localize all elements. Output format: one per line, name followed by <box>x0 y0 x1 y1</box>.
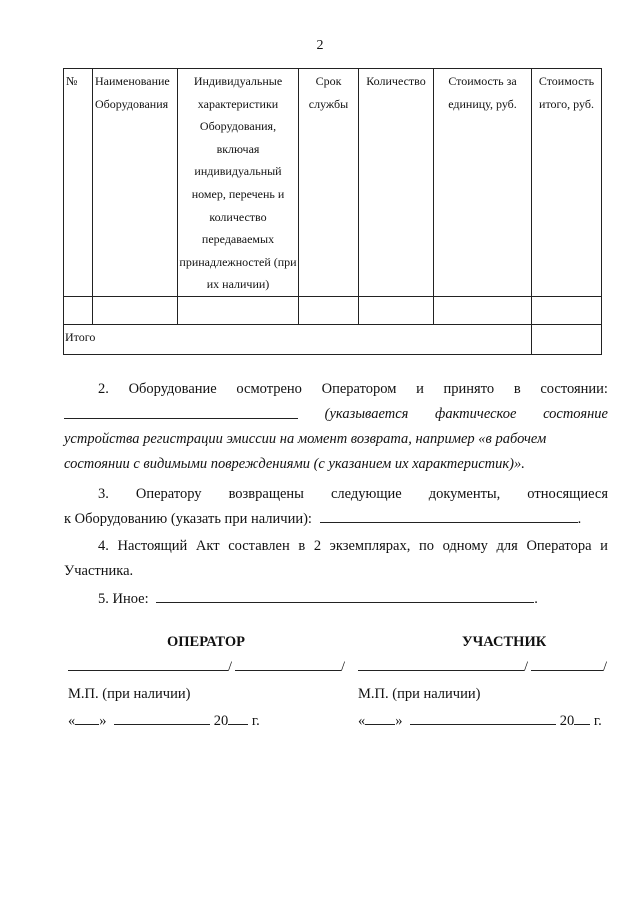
operator-signature-blank[interactable] <box>68 658 228 671</box>
col-service-life: Срок службы <box>299 69 359 297</box>
operator-seal-note: М.П. (при наличии) <box>68 686 191 702</box>
participant-seal-note: М.П. (при наличии) <box>358 686 481 702</box>
col-quantity: Количество <box>359 69 434 297</box>
participant-month-blank[interactable] <box>410 712 556 725</box>
col-total-cost: Стоимость итого, руб. <box>532 69 602 297</box>
table-cell <box>299 296 359 324</box>
paragraph-2 <box>64 381 608 473</box>
paragraph-2-line-2: (указывается фактическое состояние <box>64 406 608 423</box>
documents-blank[interactable] <box>320 510 578 523</box>
paragraph-3-line-1: 3. Оператору возвращены следующие документы, относящиеся <box>98 486 608 502</box>
condition-blank[interactable] <box>64 406 298 419</box>
paragraph-4-line-1: 4. Настоящий Акт составлен в 2 экземплярах, по одному для Оператора и <box>98 538 608 554</box>
equipment-table <box>63 68 602 355</box>
table-cell <box>178 296 299 324</box>
participant-signature-blank[interactable] <box>358 658 524 671</box>
participant-title: УЧАСТНИК <box>462 634 547 650</box>
participant-day-blank[interactable] <box>365 712 395 725</box>
total-label: Итого <box>64 324 532 354</box>
table-cell <box>359 296 434 324</box>
table-cell <box>64 296 93 324</box>
total-value-cell <box>532 324 602 354</box>
table-row <box>64 296 602 324</box>
col-number: № <box>64 69 93 297</box>
paragraph-3-line-2: к Оборудованию (указать при наличии): . <box>64 511 582 527</box>
participant-signature-line: / / <box>358 658 607 676</box>
paragraph-4-line-2: Участника. <box>64 563 134 579</box>
paragraph-2-line-1: 2. Оборудование осмотрено Оператором и принято в состоянии: <box>98 381 608 397</box>
col-characteristics: Индивидуальные характеристики Оборудования, включая индивидуальный номер, перечень и количество передаваемых принадлежностей (при их наличии) <box>178 69 299 297</box>
other-blank[interactable] <box>156 590 534 603</box>
operator-year-blank[interactable] <box>228 712 248 725</box>
paragraph-2-line-3: устройства регистрации эмиссии на момент возврата, например «в рабочем <box>64 431 547 447</box>
table-cell <box>532 296 602 324</box>
operator-month-blank[interactable] <box>114 712 210 725</box>
table-cell <box>93 296 178 324</box>
operator-name-blank[interactable] <box>235 658 341 671</box>
operator-signature-line: / / <box>68 658 345 676</box>
participant-name-blank[interactable] <box>531 658 603 671</box>
operator-day-blank[interactable] <box>75 712 99 725</box>
paragraph-2-line-4: состоянии с видимыми повреждениями (с указанием их характеристик)». <box>64 456 525 472</box>
operator-date-line: « » 20 г. <box>68 713 260 729</box>
col-unit-cost: Стоимость за единицу, руб. <box>434 69 532 297</box>
paragraph-3 <box>64 486 608 528</box>
total-row <box>64 324 602 354</box>
participant-year-blank[interactable] <box>574 712 590 725</box>
col-name: Наименование Оборудования <box>93 69 178 297</box>
paragraph-5: 5. Иное: . <box>98 591 538 607</box>
participant-date-line: « » 20 г. <box>358 713 602 729</box>
paragraph-4 <box>64 538 608 580</box>
table-header-row <box>64 69 602 297</box>
operator-title: ОПЕРАТОР <box>167 634 246 650</box>
table-cell <box>434 296 532 324</box>
page-number: 2 <box>316 38 324 53</box>
